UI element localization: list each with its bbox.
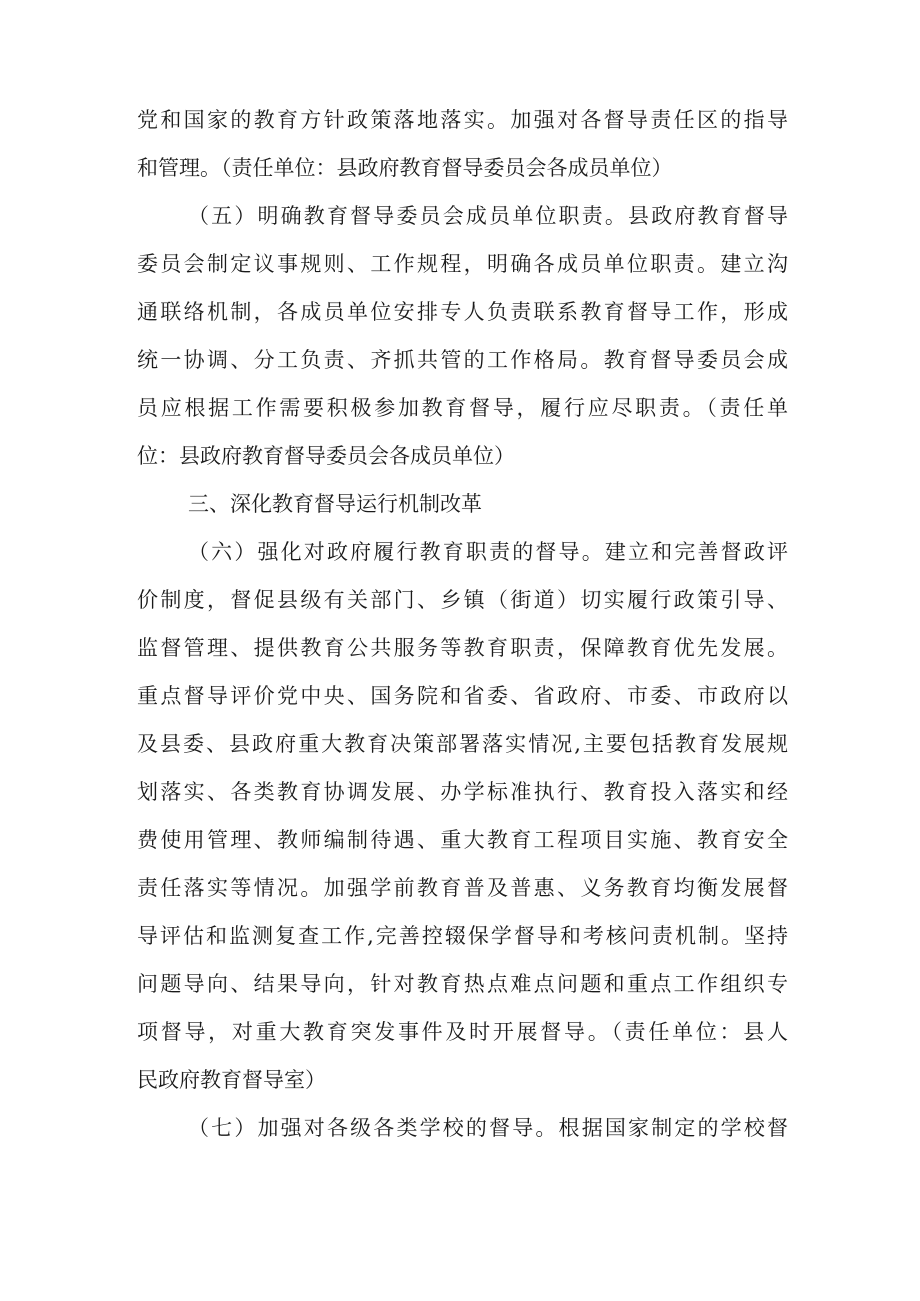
text-line: 重点督导评价党中央、国务院和省委、省政府、市委、市政府以 xyxy=(137,684,788,708)
text-line: 员应根据工作需要积极参加教育督导，履行应尽职责。（责任单 xyxy=(137,396,788,420)
text-line: （六）强化对政府履行教育职责的督导。建立和完善督政评 xyxy=(188,540,788,564)
text-line: 党和国家的教育方针政策落地落实。加强对各督导责任区的指导 xyxy=(137,108,788,132)
section-heading: 三、深化教育督导运行机制改革 xyxy=(188,492,482,516)
paragraph-item-5 xyxy=(137,204,788,468)
text-line: 及县委、县政府重大教育决策部署落实情况,主要包括教育发展规 xyxy=(137,732,788,756)
text-line: 价制度，督促县级有关部门、乡镇（街道）切实履行政策引导、 xyxy=(137,588,788,612)
paragraph-item-7 xyxy=(137,1116,788,1140)
paragraph-item-6 xyxy=(137,540,788,1092)
text-line: 导评估和监测复查工作,完善控辍保学督导和考核问责机制。坚持 xyxy=(137,924,788,948)
text-line: 统一协调、分工负责、齐抓共管的工作格局。教育督导委员会成 xyxy=(137,348,788,372)
text-line: 民政府教育督导室） xyxy=(137,1068,326,1092)
text-line: 监督管理、提供教育公共服务等教育职责，保障教育优先发展。 xyxy=(137,636,788,660)
paragraph-continuation xyxy=(137,108,788,180)
text-line: 项督导，对重大教育突发事件及时开展督导。（责任单位：县人 xyxy=(137,1020,788,1044)
text-line: 和管理。（责任单位：县政府教育督导委员会各成员单位） xyxy=(137,156,673,180)
section-heading-3 xyxy=(137,492,788,516)
text-line: （五）明确教育督导委员会成员单位职责。县政府教育督导 xyxy=(188,204,788,228)
text-line: 委员会制定议事规则、工作规程，明确各成员单位职责。建立沟 xyxy=(137,252,788,276)
text-line: （七）加强对各级各类学校的督导。根据国家制定的学校督 xyxy=(188,1116,788,1140)
text-line: 位：县政府教育督导委员会各成员单位） xyxy=(137,444,515,468)
text-line: 划落实、各类教育协调发展、办学标准执行、教育投入落实和经 xyxy=(137,780,788,804)
text-line: 问题导向、结果导向，针对教育热点难点问题和重点工作组织专 xyxy=(137,972,788,996)
text-line: 责任落实等情况。加强学前教育普及普惠、义务教育均衡发展督 xyxy=(137,876,788,900)
document-page xyxy=(137,108,788,1140)
text-line: 通联络机制，各成员单位安排专人负责联系教育督导工作，形成 xyxy=(137,300,788,324)
text-line: 费使用管理、教师编制待遇、重大教育工程项目实施、教育安全 xyxy=(137,828,788,852)
